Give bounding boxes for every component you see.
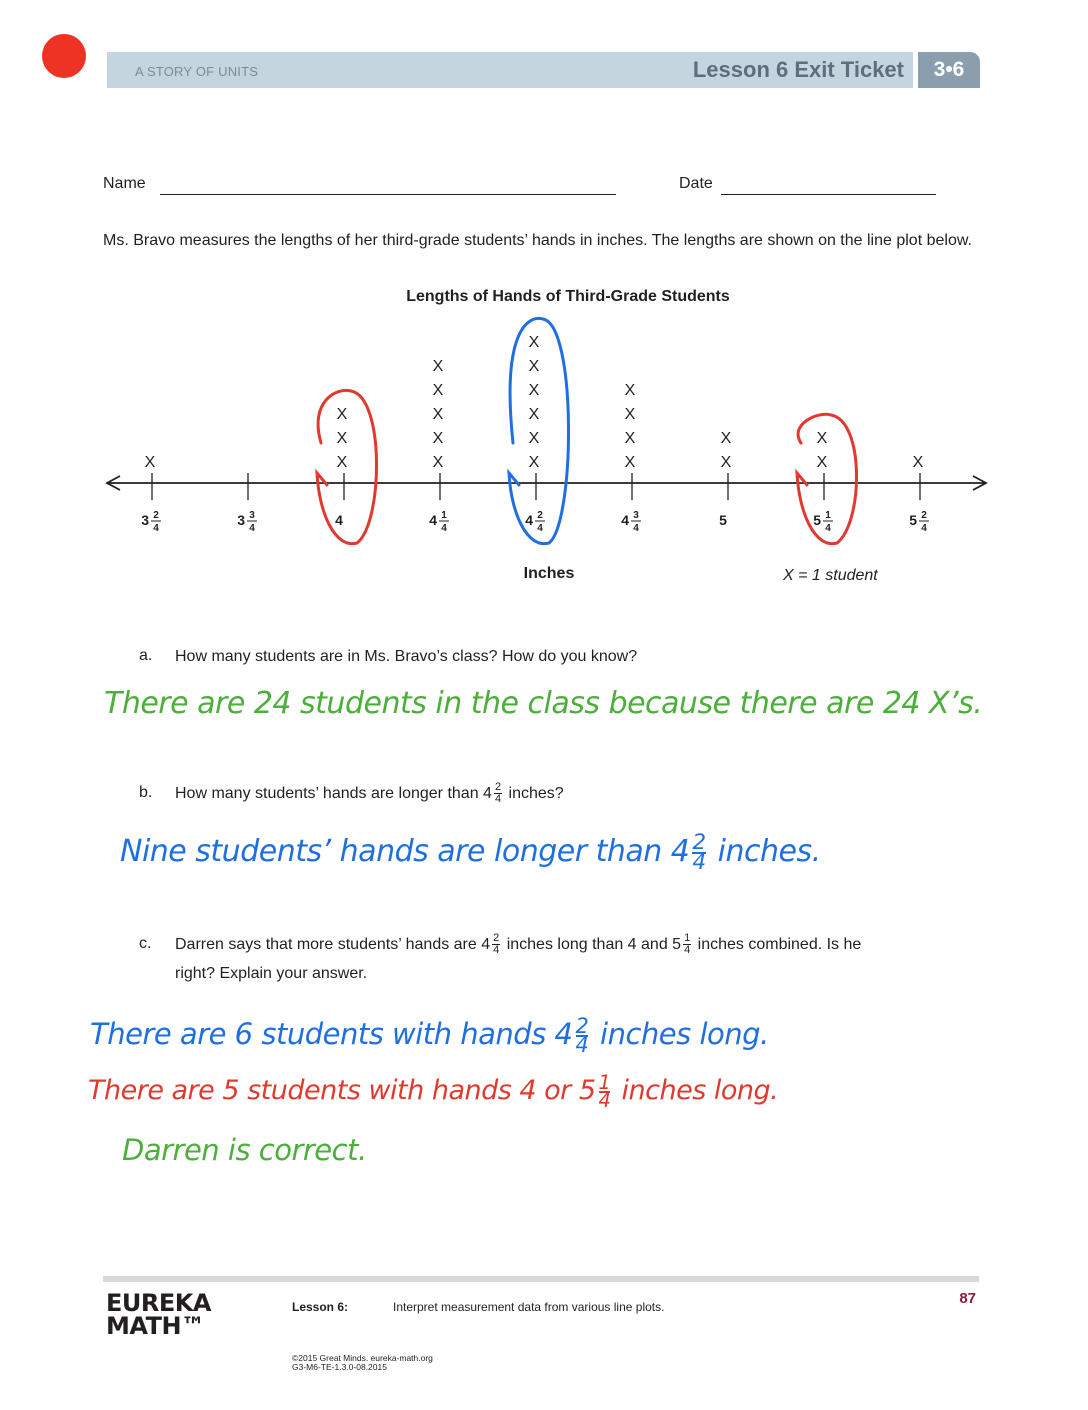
x-mark: X bbox=[624, 454, 636, 471]
tick-label: 4 bbox=[429, 512, 437, 528]
fraction: $\frac{1}{4}$ bbox=[684, 932, 691, 957]
intro-paragraph: Ms. Bravo measures the lengths of her third-grade students’ hands in inches. The lengths are shown on the line plot below. bbox=[103, 232, 972, 249]
answer-c-line1: There are 6 students with hands 4 $\frac{2}{4}$ inches long. bbox=[90, 1014, 769, 1057]
tick-label-denominator: 4 bbox=[153, 523, 159, 534]
tick-label-denominator: 4 bbox=[249, 523, 255, 534]
x-mark: X bbox=[624, 382, 636, 399]
tick-label: 5 bbox=[813, 512, 821, 528]
question-c-text: Darren says that more students’ hands are 4 $\frac{2}{4}$ inches long than 4 and 5 $\frac{1}{4}$ inches combined. Is he right? Explain your answer. bbox=[175, 932, 862, 982]
grade-module-badge: 3•6 bbox=[918, 52, 980, 88]
fraction: $\frac{2}{4}$ bbox=[494, 781, 502, 806]
tick-label-numerator: 2 bbox=[153, 510, 159, 521]
name-field[interactable] bbox=[160, 194, 616, 195]
handwritten-fraction: $\frac{2}{4}$ bbox=[692, 830, 706, 875]
lesson-title: Lesson 6 Exit Ticket bbox=[692, 57, 904, 82]
answer-b: Nine students’ hands are longer than 4 $\frac{2}{4}$ inches. bbox=[120, 830, 821, 875]
x-mark: X bbox=[432, 382, 444, 399]
tick-label: 4 bbox=[621, 512, 629, 528]
footer-lesson: Lesson 6: bbox=[292, 1300, 349, 1314]
x-mark: X bbox=[432, 454, 444, 471]
line-plot bbox=[0, 280, 1088, 600]
tick-label-numerator: 1 bbox=[441, 510, 447, 521]
question-b-text bbox=[175, 779, 564, 808]
red-dot-icon bbox=[42, 34, 86, 78]
name-label: Name bbox=[103, 175, 146, 192]
question-b-text-before: How many students’ hands are longer than 4 bbox=[175, 785, 492, 802]
question-a-text: How many students are in Ms. Bravo’s class? How do you know? bbox=[175, 648, 638, 665]
tick-label-denominator: 4 bbox=[441, 523, 447, 534]
footer-description: Interpret measurement data from various line plots. bbox=[393, 1300, 665, 1314]
handwritten-fraction: $\frac{2}{4}$ bbox=[575, 1014, 589, 1057]
tick-label: 4 bbox=[335, 512, 343, 528]
answer-c-line3: Darren is correct. bbox=[122, 1133, 367, 1167]
chart-key: X = 1 student bbox=[783, 567, 878, 584]
tick-label: 5 bbox=[719, 512, 727, 528]
question-b-text-after: inches? bbox=[508, 785, 564, 802]
x-mark: X bbox=[720, 430, 732, 447]
x-mark: X bbox=[528, 430, 540, 447]
x-mark: X bbox=[528, 382, 540, 399]
question-a-letter: a. bbox=[139, 647, 153, 664]
chart-title: Lengths of Hands of Third-Grade Students bbox=[406, 288, 730, 305]
x-mark: X bbox=[816, 454, 828, 471]
x-mark: X bbox=[336, 406, 348, 423]
x-mark: X bbox=[912, 454, 924, 471]
x-mark: X bbox=[528, 454, 540, 471]
tick-label-denominator: 4 bbox=[921, 523, 927, 534]
answer-a: There are 24 students in the class because there are 24 X’s. bbox=[104, 686, 983, 721]
x-mark: X bbox=[720, 454, 732, 471]
x-mark: X bbox=[528, 334, 540, 351]
x-mark: X bbox=[432, 406, 444, 423]
x-mark: X bbox=[528, 406, 540, 423]
fraction: $\frac{2}{4}$ bbox=[493, 932, 500, 957]
x-mark: X bbox=[432, 430, 444, 447]
tick-label-numerator: 3 bbox=[633, 510, 639, 521]
copyright: ©2015 Great Minds. eureka-math.org G3-M6-TE-1.3.0-08.2015 bbox=[292, 1353, 433, 1372]
tick-label-numerator: 1 bbox=[825, 510, 831, 521]
question-c-letter: c. bbox=[139, 935, 152, 952]
x-mark: X bbox=[144, 454, 156, 471]
tick-label-numerator: 2 bbox=[537, 510, 543, 521]
tick-label-denominator: 4 bbox=[633, 523, 639, 534]
date-label: Date bbox=[679, 175, 713, 192]
date-field[interactable] bbox=[721, 194, 936, 195]
x-mark: X bbox=[336, 454, 348, 471]
tick-label: 4 bbox=[525, 512, 533, 528]
series-label: A STORY OF UNITS bbox=[135, 64, 259, 79]
footer-rule bbox=[103, 1276, 979, 1282]
tick-label: 3 bbox=[237, 512, 245, 528]
x-mark: X bbox=[624, 406, 636, 423]
tick-label-denominator: 4 bbox=[537, 523, 543, 534]
eureka-math-logo: EUREKA MATH™ bbox=[106, 1289, 211, 1340]
tick-label: 5 bbox=[909, 512, 917, 528]
page-number: 87 bbox=[959, 1290, 976, 1307]
tick-label-numerator: 2 bbox=[921, 510, 927, 521]
x-mark: X bbox=[432, 358, 444, 375]
question-b-letter: b. bbox=[139, 784, 153, 801]
handwritten-fraction: $\frac{1}{4}$ bbox=[598, 1071, 611, 1112]
x-mark: X bbox=[816, 430, 828, 447]
x-mark: X bbox=[336, 430, 348, 447]
x-axis-label: Inches bbox=[523, 565, 575, 582]
x-mark: X bbox=[624, 430, 636, 447]
x-mark: X bbox=[528, 358, 540, 375]
tick-label-denominator: 4 bbox=[825, 523, 831, 534]
tick-label: 3 bbox=[141, 512, 149, 528]
answer-c-line2: There are 5 students with hands 4 or 5 $\frac{1}{4}$ inches long. bbox=[88, 1071, 779, 1112]
tick-label-numerator: 3 bbox=[249, 510, 255, 521]
